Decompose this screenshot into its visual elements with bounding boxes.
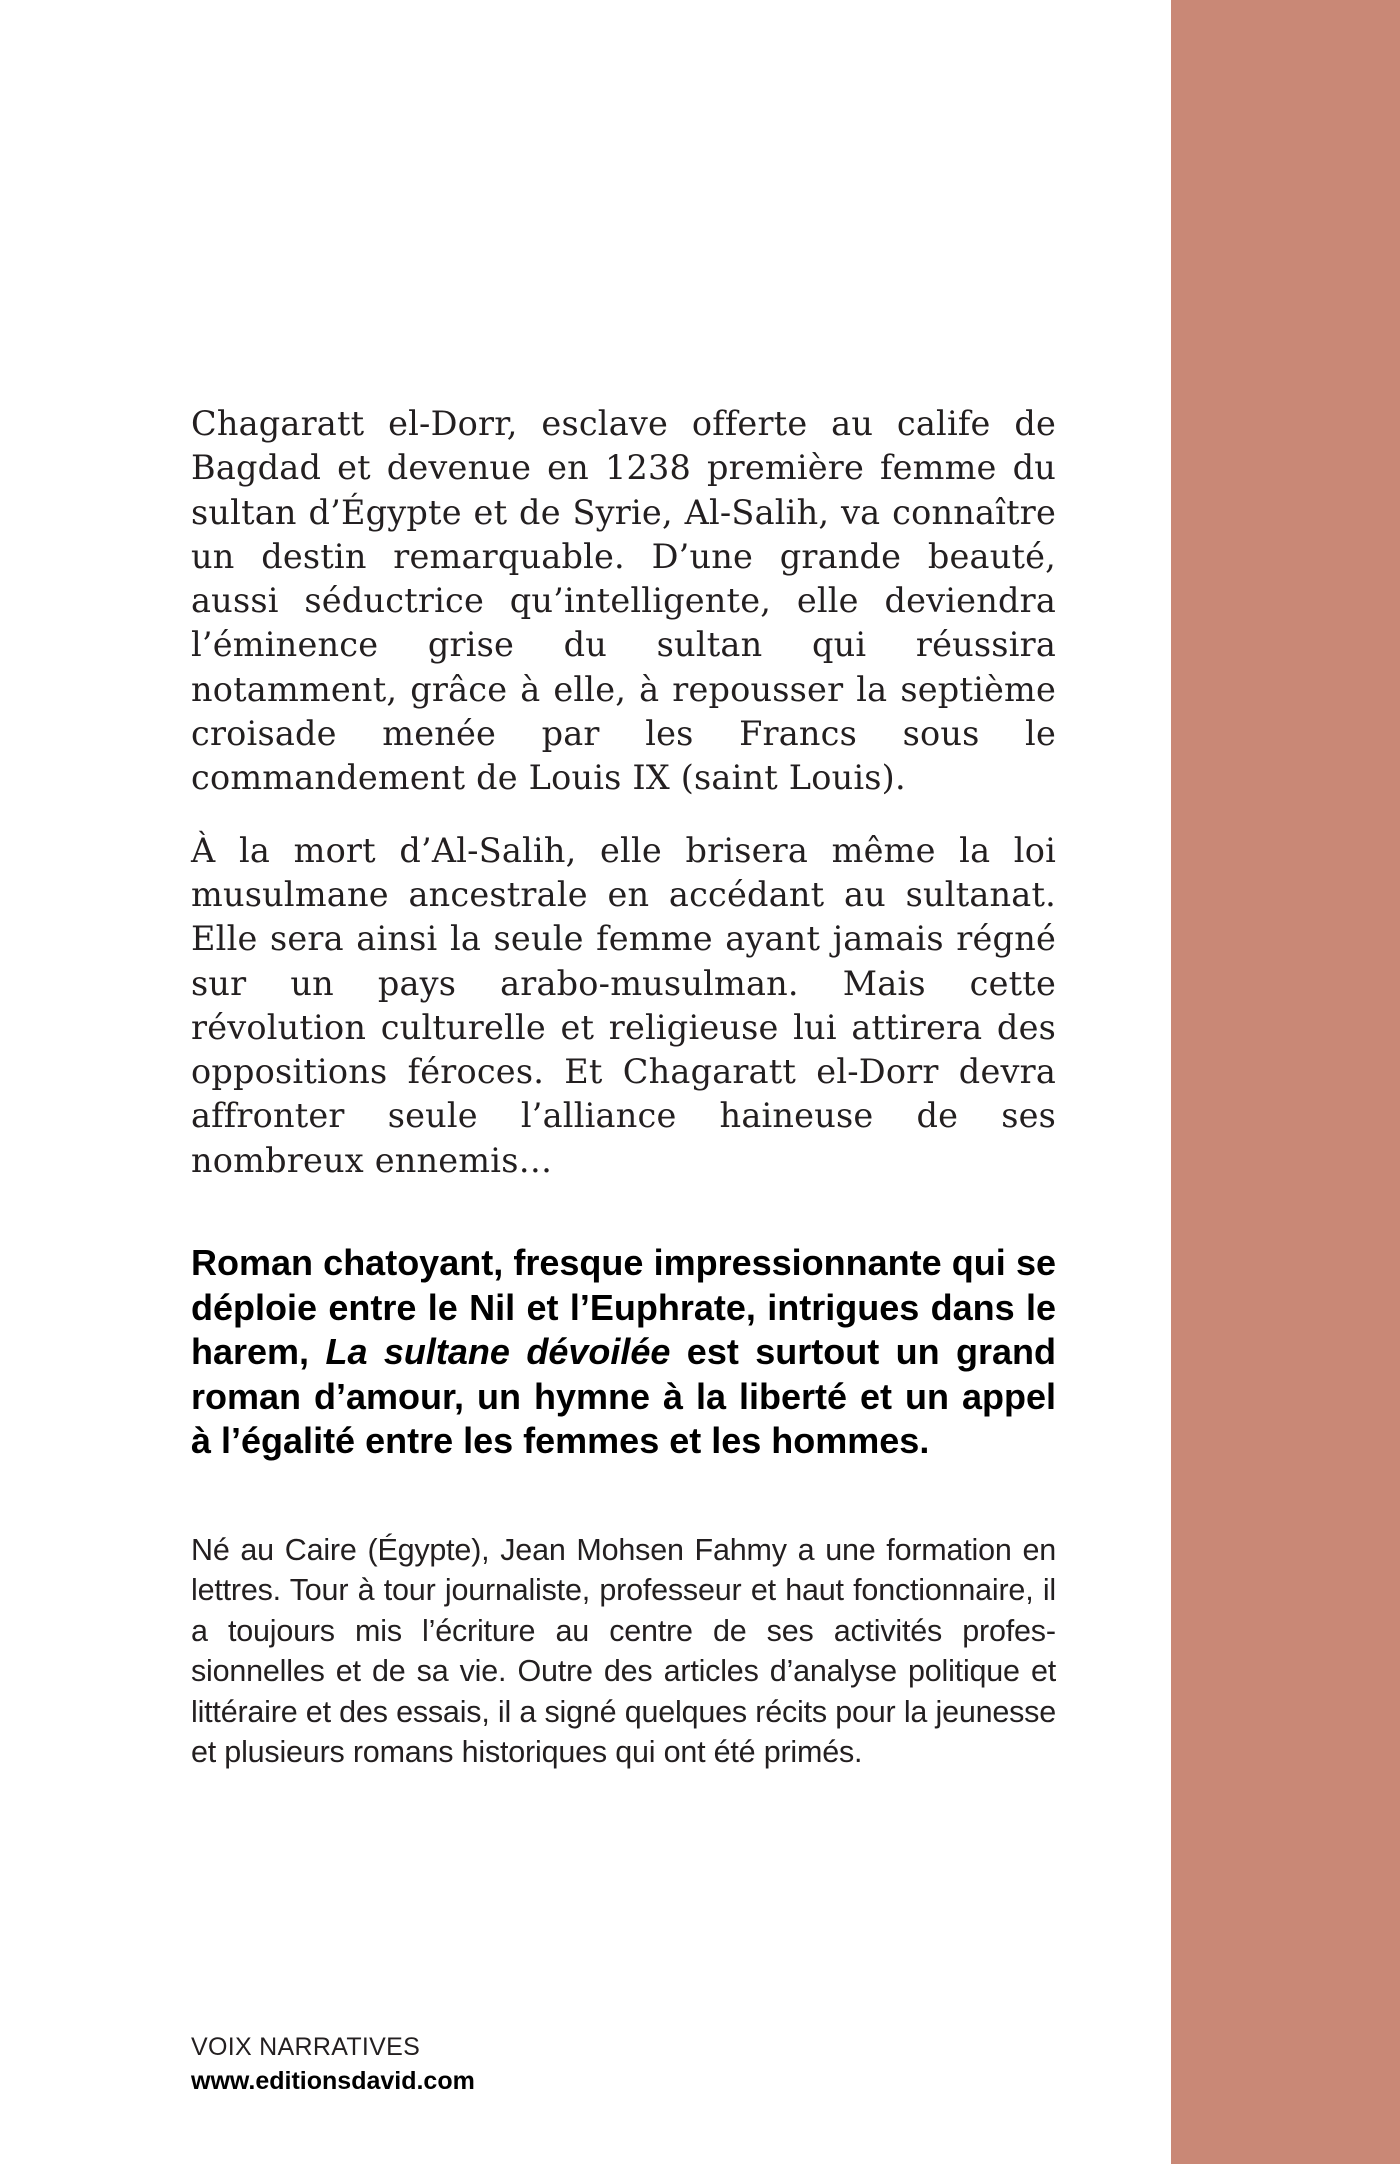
publisher-website: www.editionsdavid.com (191, 2067, 475, 2095)
blurb-text-start: Roman chatoyant, fresque impressionnante qui se déploie entre le Nil et l’Euphrate, intrigues dans le harem, (191, 1242, 1056, 1373)
back-cover-text (191, 402, 1056, 1773)
synopsis-paragraph: À la mort d’Al-Salih, elle brisera même la loi musulmane ancestrale en accédant au sultanat. Elle sera ainsi la seule femme ayant jamais régné sur un pays arabo-musulman. Mais cette révolution culturelle et religieuse lui attirera des oppositions féroces. Et Chagaratt el-Dorr devra affronter seule l’alliance haineuse de ses nombreux ennemis… (191, 830, 1056, 1180)
collection-name: VOIX NARRATIVES (191, 2033, 421, 2061)
synopsis (191, 402, 1056, 1183)
book-title: La sultane dévoilée (325, 1331, 671, 1373)
author-bio: Né au Caire (Égypte), Jean Mohsen Fahmy a une formation en lettres. Tour à tour journaliste, professeur et haut fonctionnaire, il a toujours mis l’écriture au centre de ses activités professionnelles et de sa vie. Outre des articles d’analyse politique et littéraire et des essais, il a signé quelques récits pour la jeunesse et plusieurs romans historiques qui ont été primés. (191, 1532, 1056, 1770)
blurb-text-end: est surtout un grand roman d’amour, un hymne à la liberté et un appel à l’égalité entre les femmes et les hommes. (191, 1331, 1057, 1462)
publisher-footer (191, 2030, 475, 2098)
synopsis-paragraph: Chagaratt el-Dorr, esclave offerte au calife de Bagdad et devenue en 1238 première femme du sultan d’Égypte et de Syrie, Al-Salih, va connaître un destin remarquable. D’une grande beauté, aussi séductrice qu’intelligente, elle deviendra l’éminence grise du sultan qui réussira notamment, grâce à elle, à repousser la septième croisade menée par les Francs sous le commandement de Louis IX (saint Louis). (191, 404, 1056, 798)
promotional-blurb (191, 1241, 1056, 1464)
spine-color-band (1171, 0, 1400, 2164)
